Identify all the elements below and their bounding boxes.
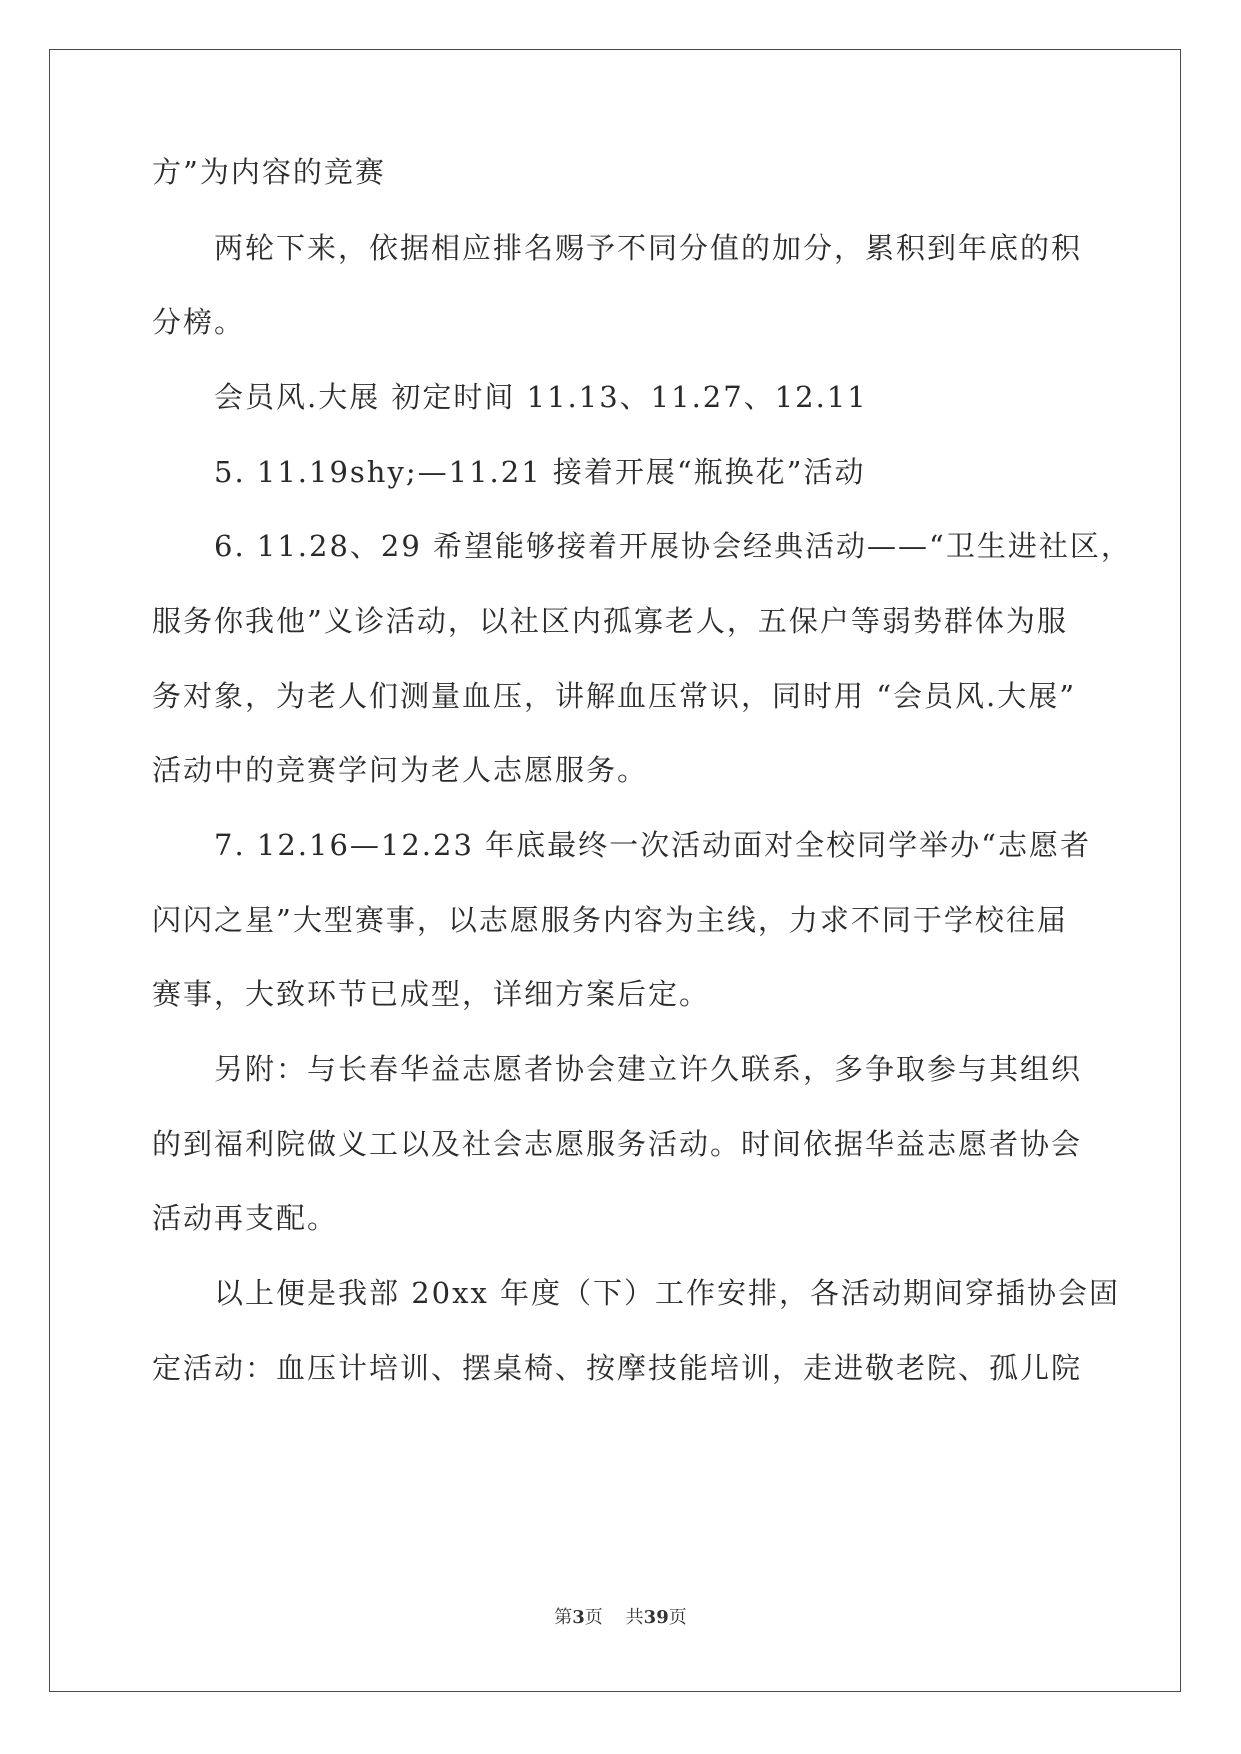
text-line-5: 5. 11.19shy;—11.21 接着开展“瓶换花”活动: [214, 455, 866, 489]
footer-total-pages: 39: [643, 1607, 669, 1628]
text-line-17: 定活动：血压计培训、摆桌椅、按摩技能培训，走进敬老院、孤儿院: [152, 1351, 1083, 1385]
text-line-3: 分榜。: [152, 305, 246, 339]
text-line-14: 的到福利院做义工以及社会志愿服务活动。时间依据华益志愿者协会: [152, 1127, 1083, 1161]
footer-page-number: 3: [572, 1607, 585, 1628]
page-frame: [49, 49, 1181, 1692]
text-line-7: 服务你我他”义诊活动，以社区内孤寡老人，五保户等弱势群体为服: [152, 604, 1068, 638]
text-line-11: 闪闪之星”大型赛事，以志愿服务内容为主线，力求不同于学校往届: [152, 903, 1068, 937]
text-line-10: 7. 12.16—12.23 年底最终一次活动面对全校同学举办“志愿者: [214, 828, 1091, 862]
text-line-12: 赛事，大致环节已成型，详细方案后定。: [152, 977, 711, 1011]
text-line-2: 两轮下来，依据相应排名赐予不同分值的加分，累积到年底的积: [214, 231, 1083, 265]
footer-total-suffix: 页: [668, 1607, 687, 1628]
text-line-13: 另附：与长春华益志愿者协会建立许久联系，多争取参与其组织: [214, 1052, 1083, 1086]
text-line-1: 方”为内容的竞赛: [152, 155, 386, 189]
text-line-16: 以上便是我部 20xx 年度（下）工作安排，各活动期间穿插协会固: [214, 1276, 1121, 1310]
text-line-9: 活动中的竞赛学问为老人志愿服务。: [152, 753, 649, 787]
text-line-4: 会员风.大展 初定时间 11.13、11.27、12.11: [214, 380, 868, 414]
text-line-15: 活动再支配。: [152, 1201, 339, 1235]
page-footer: [0, 1603, 1241, 1629]
footer-prefix: 第: [554, 1607, 573, 1628]
text-line-6: 6. 11.28、29 希望能够接着开展协会经典活动——“卫生进社区，: [214, 529, 1132, 563]
footer-page-suffix: 页: [584, 1607, 603, 1628]
text-line-8: 务对象，为老人们测量血压，讲解血压常识，同时用 “会员风.大展”: [152, 679, 1077, 713]
footer-total-prefix: 共: [625, 1607, 644, 1628]
